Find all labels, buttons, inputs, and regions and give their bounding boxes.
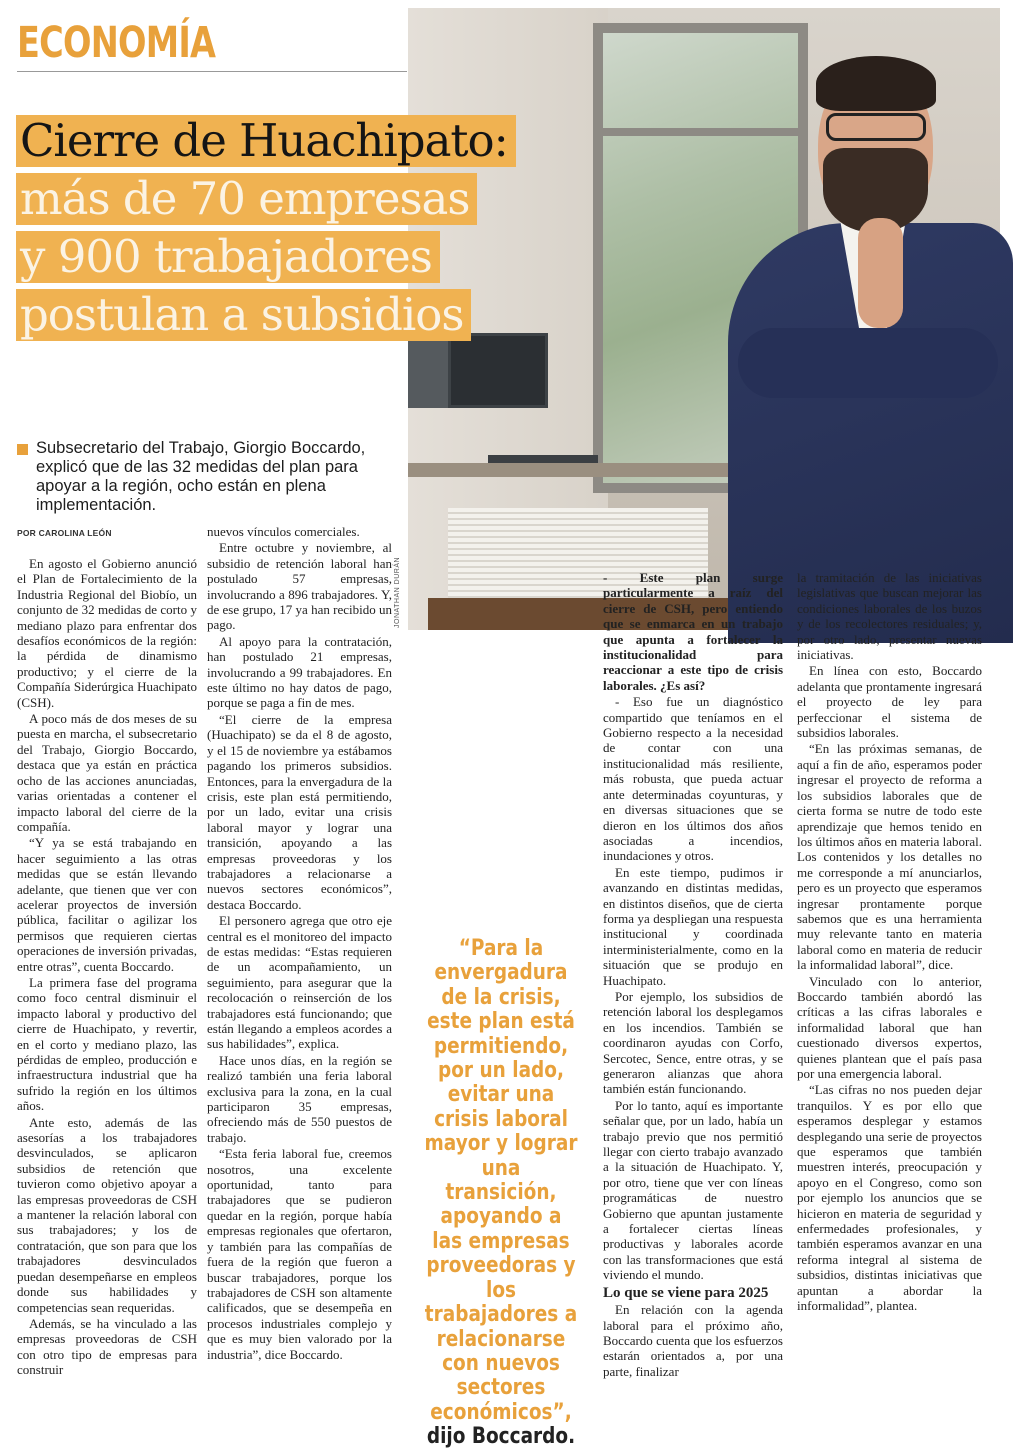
body-column-1 [17,556,197,1379]
paragraph: Por lo tanto, aquí es importante señalar que, por un lado, había un trabajo previo que nos permitió llegar con cierto trabajo avanzado a la situación de Huachipato. Y, por otro, tiene que ver con líneas programáticas de nuestro Gobierno que apuntan justamente a fortalecer ciertas líneas productivas y laborales acorde con las transformaciones que está viviendo el mundo. [603,1097,783,1283]
paragraph: Entre octubre y noviembre, al subsidio de retención laboral han postulado 57 empresas, involucrando a 896 trabajadores. Y, de ese grupo, 17 ya han recibido un pago. [207,540,392,633]
square-bullet-icon [17,444,28,455]
headline [16,115,556,347]
paragraph: nuevos vínculos comerciales. [207,524,360,539]
paragraph: “Las cifras no nos pueden dejar tranquilos. Y es por ello que esperamos desplegar y estamos desplegando una serie de proyectos que esperamos que también muestren interés, preocupación y apoyo en el Congreso, como son por ejemplo los anuncios que se hicieron en materia de seguridad y enfermedades profesionales, y también esperamos avanzar en una reforma integral al sistema de subsidios, distintas iniciativas que apuntan a abordar la informalidad”, plantea. [797,1082,982,1314]
paragraph: En línea con esto, Boccardo adelanta que prontamente ingresará el proyecto de ley para perfeccionar el sistema de subsidios laborales. [797,663,982,741]
pull-quote [423,937,579,1450]
paragraph: “Esta feria laboral fue, creemos nosotros, una excelente oportunidad, tanto para trabajadores que se pudieron quedar en la región, porque había empresas regionales que ofertaron, y también para las compañías de fuera de la región que fueron a buscar trabajadores, porque los trabajadores de CSH son altamente calificados, que se desempeña en procesos industriales complejo y que es muy bien valorado por la industria”, dice Boccardo. [207,1146,392,1362]
paragraph: Hace unos días, en la región se realizó también una feria laboral exclusiva para la zona, en la cual participaron 35 empresas, ofreciendo más de 550 puestos de trabajo. [207,1052,392,1145]
paragraph: El personero agrega que otro eje central es el monitoreo del impacto de estas medidas: “Estas requieren de un acompañamiento, un seguimiento, para asegurar que la recolocación o reinserción de los trabajadores está funcionando; que están llegando a empleos acordes a sus habilidades”, explica. [207,913,392,1052]
lead-text: Subsecretario del Trabajo, Giorgio Boccardo, explicó que de las 32 medidas del plan para apoyar a la región, ocho están en plena implementación. [36,439,366,514]
photo-credit: JONATHAN DURÁN [394,556,401,628]
pull-quote-attribution: dijo Boccardo. [426,1424,576,1450]
paragraph: “Y ya se está trabajando en hacer seguimiento a las otras medidas que se están llevando adelante, que tienen que ver con acelerar proyectos de inversión pública, facilitar o agilizar los permisos que requieren ciertas operaciones de inversión privadas, entre otras”, cuenta Boccardo. [17,835,197,974]
body-column-3 [603,570,783,1380]
section-label: ECONOMÍA [17,18,216,68]
headline-line-2: más de 70 empresas [16,173,477,225]
section-divider [17,71,407,72]
headline-line-4: postulan a subsidios [16,289,471,341]
body-column-4 [797,570,982,1315]
body-column-2 [207,524,392,1363]
portrait-subject [718,38,1008,638]
paragraph: En agosto el Gobierno anunció el Plan de Fortalecimiento de la Industria Regional del Biobío, un conjunto de 32 medidas de corto y mediano plazo para enfrentar dos desafíos económicos de la región: la pérdida de dinamismo productivo; y el cierre de la Compañía Siderúrgica Huachipato (CSH). [17,556,197,710]
lead-summary [17,439,397,515]
paragraph: Ante esto, además de las asesorías a los trabajadores desvinculados, se aplicaron subsidios de retención que tuvieron como objetivo apoyar a las empresas proveedoras de CSH a mantener la relación laboral con sus trabajadores; y los de contratación, que son para que los trabajadores desvinculados puedan desempeñarse en empleos donde sus habilidades y competencias sean requeridas. [17,1114,197,1315]
paragraph: Además, se ha vinculado a las empresas proveedoras de CSH con otro tipo de empresas para construir [17,1315,197,1378]
paragraph: Vinculado con lo anterior, Boccardo también abordó las críticas a las cifras laborales e informalidad laboral que han cuestionado diversos expertos, quienes plantean que el país pasa por una emergencia laboral. [797,973,982,1081]
paragraph: En relación con la agenda laboral para el próximo año, Boccardo cuenta que los esfuerzos estarán orientados a, por una parte, finalizar [603,1302,783,1379]
pull-quote-text: “Para la envergadura de la crisis, este plan está permitiendo, por un lado, evitar una crisis laboral mayor y lograr una transición, apoyando a las empresas proveedoras y los trabajadores a relacionarse con nuevos sectores económicos”, [424,936,578,1425]
interview-question: - Este plan surge particularmente a raíz del cierre de CSH, pero entiendo que se enmarca en un trabajo que apunta a fortalecer la institucionalidad para reaccionar a este tipo de crisis laborales. ¿Es así? [603,570,783,693]
headline-line-3: y 900 trabajadores [16,231,440,283]
headline-line-1: Cierre de Huachipato: [16,115,516,167]
paragraph: A poco más de dos meses de su puesta en marcha, el subsecretario del Trabajo, Giorgio Boccardo, destaca que ya están en práctica ocho de las acciones anunciadas, varias orientadas a contener el impacto laboral del cierre de la compañía. [17,711,197,834]
paragraph: Por ejemplo, los subsidios de retención laboral los desplegamos en los incendios. También se coordinaron ayudas con Corfo, Sercotec, Sence, entre otras, y se generaron alianzas que ahora también están funcionando. [603,988,783,1097]
paragraph: En este tiempo, pudimos ir avanzando en distintas medidas, en distintos diseños, que de cierta forma ya despliegan una respuesta institucional y coordinada interministerialmente, como en la situación que se produjo en Huachipato. [603,864,783,988]
subheading: Lo que se viene para 2025 [603,1284,769,1301]
paragraph: la tramitación de las iniciativas legislativas que buscan mejorar las condiciones laborales de los buzos y de los recolectores residuales; y, por otro lado, presentar nuevas iniciativas. [797,570,982,663]
paragraph: Al apoyo para la contratación, han postulado 21 empresas, involucrando a 99 trabajadores. En este último no hay datos de pago, porque se paga a fin de mes. [207,633,392,711]
paragraph: - Eso fue un diagnóstico compartido que teníamos en el Gobierno respecto a la necesidad de contar con una institucionalidad más resiliente, más robusta, que pueda actuar ante determinadas coyunturas, y en diversas situaciones que se dieron en los últimos dos años asociadas a incendios, inundaciones y otros. [603,694,783,864]
paragraph: “El cierre de la empresa (Huachipato) se da el 8 de agosto, y el 15 de noviembre ya estábamos pagando los primeros subsidios. Entonces, para la envergadura de la crisis, este plan está permitiendo, por un lado, evitar una crisis laboral mayor y lograr una transición, apoyando a las empresas proveedoras y los trabajadores a relacionarse a nuevos sectores económicos”, destaca Boccardo. [207,711,392,912]
paragraph: “En las próximas semanas, de aquí a fin de año, esperamos poder ingresar el proyecto de reforma a los subsidios laborales que de cierta forma se nutre de todo este aprendizaje que hemos tenido en los últimos años en materia laboral. Los contenidos y los detalles no me corresponde a mí anunciarlos, pero es un proyecto que esperamos ingresar prontamente porque sabemos que es una herramienta muy relevante tanto en materia laboral como en materia de reducir la informalidad laboral”, dice. [797,741,982,973]
paragraph: La primera fase del programa como foco central disminuir el impacto laboral y productivo del cierre de Huachipato, y revertir, en el corto y mediano plazo, las pérdidas de empleo, producción e infraestructura industrial que ha sufrido la región en los últimos años. [17,974,197,1114]
byline: POR CAROLINA LEÓN [17,528,112,538]
